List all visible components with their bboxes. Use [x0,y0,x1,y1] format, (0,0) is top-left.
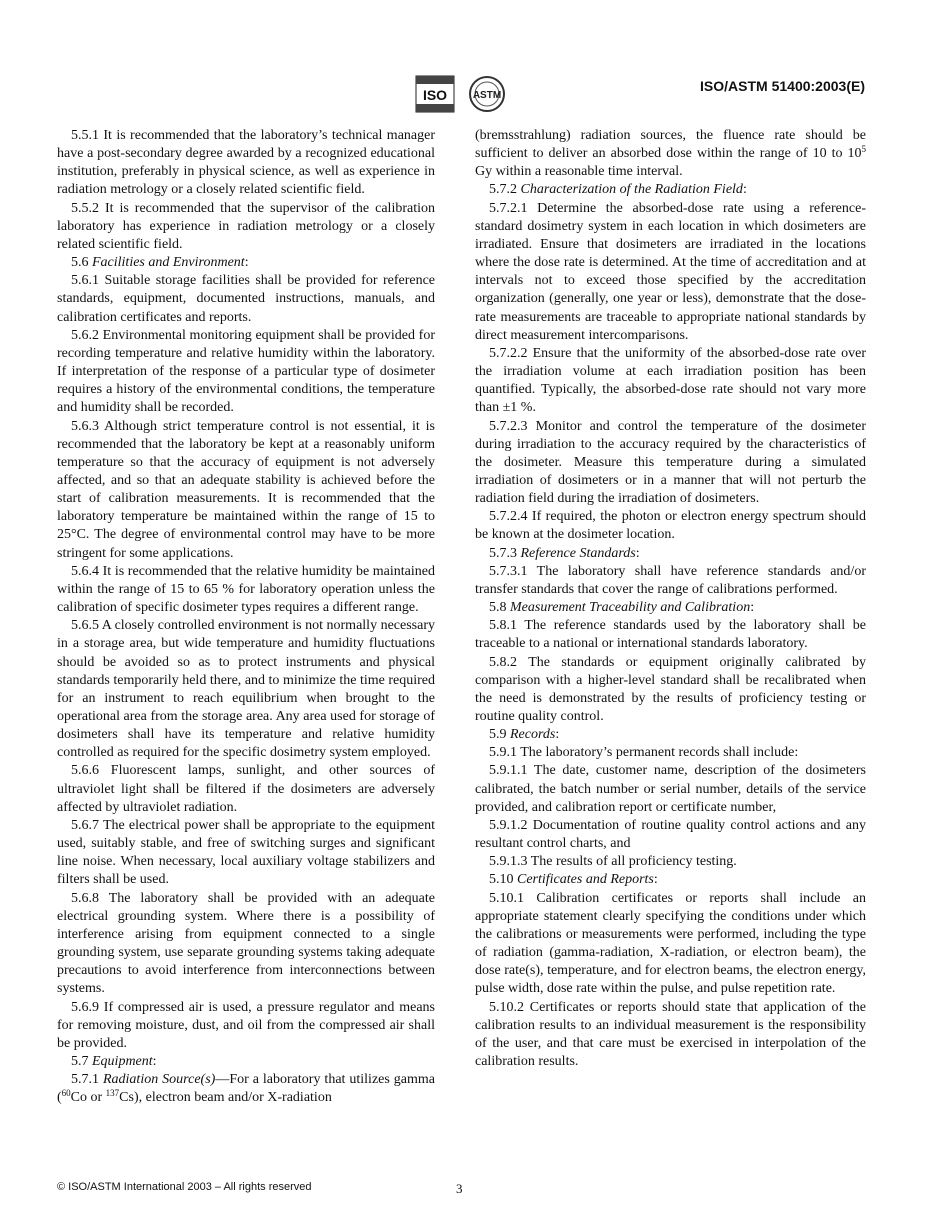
para-5-10-1: 5.10.1 Calibration certificates or reports shall include an appropriate statement clearly specifying the conditions under which the calibrations or measurements were performed, including the type of radiation (gamma-radiation, X-radiation, or electron beam), the dose rate(s), temperature, and for electron beams, the electron energy, pulse width, dose rate within the pulse, and pulse repetition rate. [475,890,866,997]
para-continuation [475,127,866,181]
section-number: 5.9 [489,727,507,743]
colon: : [555,727,560,743]
heading-5-8 [475,599,866,617]
para-5-6-3: 5.6.3 Although strict temperature control is not essential, it is recommended that the laboratory be kept at a reasonably uniform temperature so that the accuracy of equipment is not adversely affected, and so that an adequate stability is achieved before the start of calibration measurements. It is recommended that the laboratory temperature be maintained within the range of 15 to 25°C. The degree of environmental control may have to be more stringent for some applications. [57,418,435,561]
section-title: Certificates and Reports [517,872,654,888]
text-run: Co or [70,1090,106,1106]
superscript: 60 [61,1088,71,1099]
superscript: 5 [861,144,866,155]
standards-logos [414,72,524,116]
astm-logo [470,77,504,111]
para-5-7-2-4: 5.7.2.4 If required, the photon or electron energy spectrum should be known at the dosimeter location. [475,509,866,543]
heading-5-10 [475,871,866,889]
colon: : [742,182,747,198]
para-5-7-3-1: 5.7.3.1 The laboratory shall have reference standards and/or transfer standards that cover the range of calibrations performed. [475,563,866,597]
para-5-9-1-1: 5.9.1.1 The date, customer name, description of the dosimeters calibrated, the batch number or serial number, details of the service provided, and calibration report or certificate number, [475,763,866,815]
page-number: 3 [456,1181,463,1196]
section-title: Facilities and Environment [92,255,245,271]
section-number: 5.7.3 [489,545,517,561]
para-5-6-2: 5.6.2 Environmental monitoring equipment shall be provided for recording temperature and relative humidity within the laboratory. If interpretation of the response of a particular type of dosimeter requires a history of the environmental conditions, the temperature and humidity shall be recorded. [57,327,435,416]
section-number: 5.7.2 [489,182,517,198]
heading-5-9 [475,726,866,744]
text-run: —For a laboratory that utilizes gamma ( [57,1072,436,1106]
superscript: 137 [105,1088,120,1099]
text-run: Gy within a reasonable time interval. [475,164,683,180]
para-5-7-1 [57,1071,435,1107]
para-5-9-1: 5.9.1 The laboratory’s permanent records shall include: [489,745,799,761]
para-5-5-2: 5.5.2 It is recommended that the supervisor of the calibration laboratory has experience in radiation metrology or a closely related scientific field. [57,200,435,252]
colon: : [635,545,640,561]
heading-5-7-2 [475,181,866,199]
section-title: Equipment [92,1053,153,1069]
right-column [475,127,866,1071]
section-title: Reference Standards [520,545,636,561]
para-5-10-2: 5.10.2 Certificates or reports should state that application of the calibration results to an individual measurement is the responsibility of the user, and that care must be exercised in interpolation of the calibration results. [475,999,866,1069]
logo-graphic [414,72,524,116]
colon: : [750,600,755,616]
para-5-6-9: 5.6.9 If compressed air is used, a pressure regulator and means for removing moisture, dust, and oil from the compressed air shall be provided. [57,999,435,1051]
para-5-6-4: 5.6.4 It is recommended that the relative humidity be maintained within the range of 15 to 65 % for laboratory operation unless the calibration of specific dosimeter types requires a different range. [57,563,435,616]
para-5-6-7: 5.6.7 The electrical power shall be appropriate to the equipment used, suitably stable, and free of switching surges and significant line noise. When necessary, local auxiliary voltage stabilizers and filters shall be used. [57,817,435,888]
para-5-7-2-3: 5.7.2.3 Monitor and control the temperature of the dosimeter during irradiation to the accuracy required by the characteristics of the dosimeter. Measure this temperature during a simulated irradiation of dosimeters or in a manner that will not perturb the radiation field during the irradiation of dosimeters. [475,418,866,507]
para-5-6-1: 5.6.1 Suitable storage facilities shall be provided for reference standards, equipment, documented instructions, manuals, and calibration certificates and reports. [57,273,435,325]
text-run: (bremsstrahlung) radiation sources, the fluence rate should be sufficient to deliver an absorbed dose within the range of 10 to 10 [475,128,866,162]
para-5-6-6: 5.6.6 Fluorescent lamps, sunlight, and other sources of ultraviolet light shall be filtered if the dosimeters are adversely affected by ultraviolet radiation. [57,763,435,815]
para-5-9-1-2: 5.9.1.2 Documentation of routine quality control actions and any resultant control charts, and [475,817,866,852]
heading-5-6 [57,254,435,272]
iso-logo-text: ISO [422,87,448,103]
text-run: Cs), electron beam and/or X-radiation [119,1090,332,1106]
heading-5-7 [57,1053,435,1071]
para-5-6-8: 5.6.8 The laboratory shall be provided with an adequate electrical grounding system. Where there is a possibility of interference arising from equipment connected to a single grounding system, use separate grounding systems taking adequate precautions to avoid interference from interconnections between systems. [57,890,435,997]
left-column [57,127,435,1107]
section-title: Radiation Source(s) [102,1072,216,1088]
document-id: ISO/ASTM 51400:2003(E) [700,78,865,94]
para-5-7-2-2: 5.7.2.2 Ensure that the uniformity of the absorbed-dose rate over the irradiation volume at each irradiation position has been quantified. Typically, the absorbed-dose rate should not vary more than ±1 %. [475,345,866,416]
astm-logo-text: ASTM [472,90,502,101]
section-number: 5.10 [489,872,514,888]
para-5-7-2-1: 5.7.2.1 Determine the absorbed-dose rate using a reference-standard dosimetry system in each location in which dosimeters are irradiated. Ensure that dosimeters are irradiated in the locations where the dose rate is determined. At the time of accreditation and at intervals not to exceed those specified by the accreditation organization (generally, one year or less), demonstrate that the dose-rate measurements are traceable to appropriate national standards by direct measurement intercomparisons. [475,200,866,343]
iso-logo [416,76,454,112]
section-number: 5.7 [71,1053,89,1069]
footer-copyright: © ISO/ASTM International 2003 – All rights reserved [57,1181,312,1193]
para-5-8-1: 5.8.1 The reference standards used by the laboratory shall be traceable to a national or international standards laboratory. [475,618,866,652]
heading-5-7-3 [475,545,866,563]
section-title: Records [510,727,556,743]
section-title: Measurement Traceability and Calibration [510,600,751,616]
section-title: Characterization of the Radiation Field [520,182,743,198]
section-number: 5.8 [489,600,507,616]
para-5-6-5: 5.6.5 A closely controlled environment is not normally necessary in a storage area, but wide temperature and humidity fluctuations should be avoided so as to protect instruments and physical standards temporarily held there, and to minimize the time required for an instrument to reach equilibrium when brought to the operational area from the storage area. Any area used for storage of dosimeters shall have its temperature and relative humidity controlled as required for the specific dosimetry system employed. [57,618,435,761]
section-number: 5.7.1 [71,1072,99,1088]
para-5-5-1: 5.5.1 It is recommended that the laboratory’s technical manager have a post-secondary degree awarded by a recognized educational institution, preferably in physical science, as well as experience in radiation metrology or a closely related scientific field. [57,128,435,198]
colon: : [152,1053,157,1069]
colon: : [653,872,658,888]
para-5-8-2: 5.8.2 The standards or equipment originally calibrated by comparison with a higher-level standard shall be recalibrated when the need is demonstrated by the results of proficiency testing or routine quality control. [475,654,866,724]
para-5-9-1-3: 5.9.1.3 The results of all proficiency testing. [489,854,737,870]
colon: : [244,255,249,271]
section-number: 5.6 [71,255,89,271]
